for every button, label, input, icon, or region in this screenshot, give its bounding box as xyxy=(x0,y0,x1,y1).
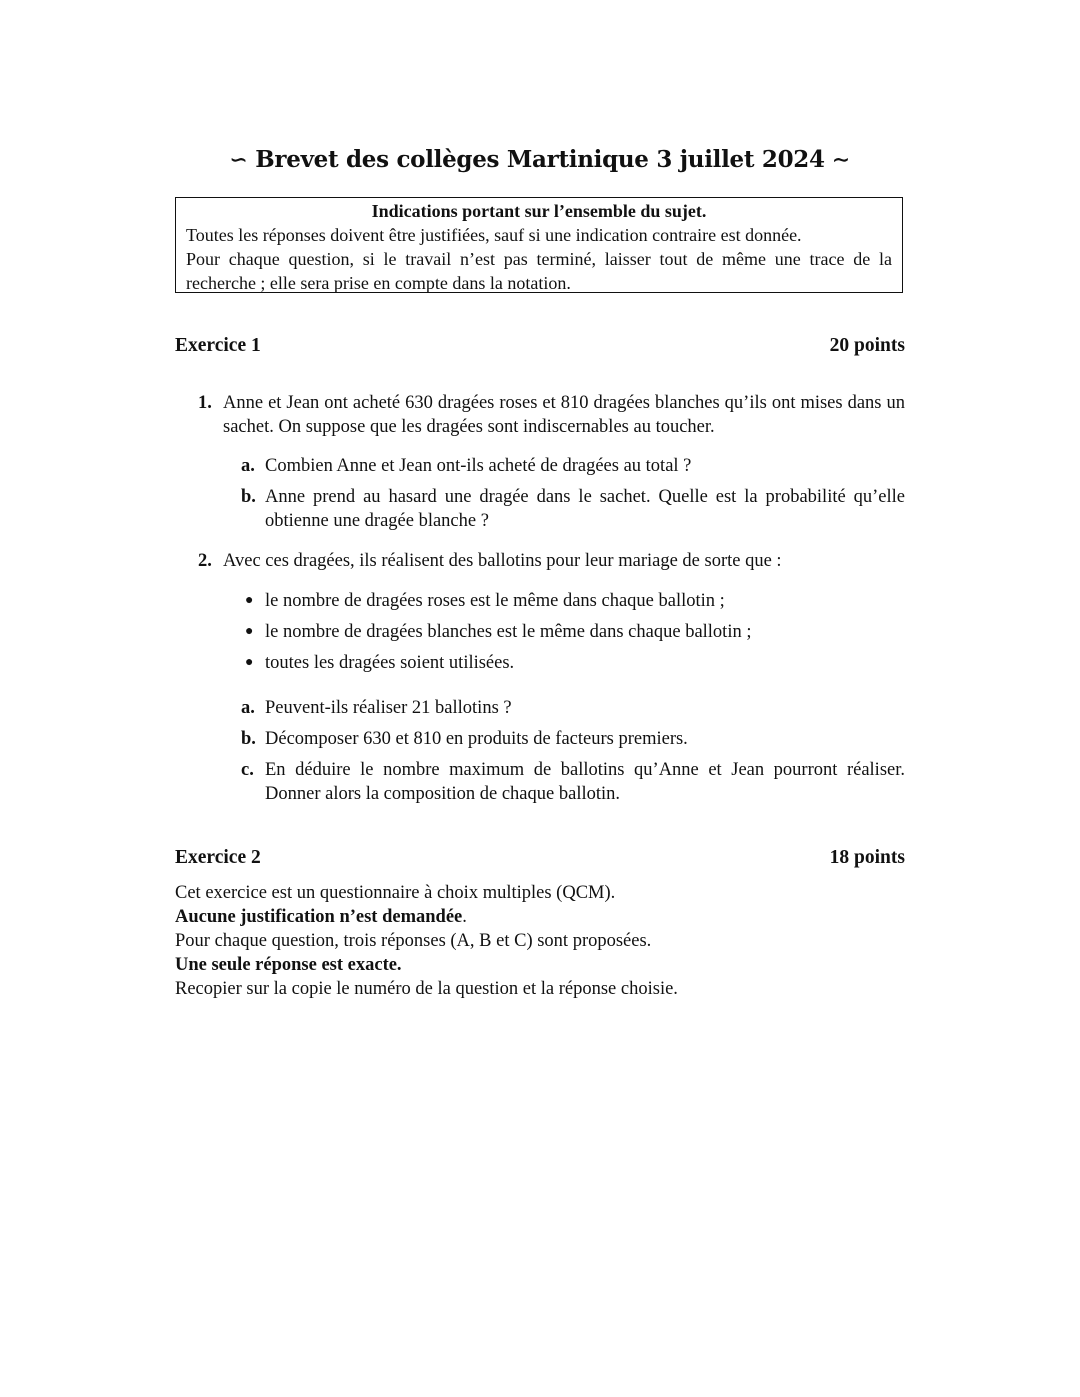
page-title xyxy=(175,146,905,173)
question-2-number: 2. xyxy=(198,551,212,571)
question-2a xyxy=(241,696,905,720)
question-2-text: Avec ces dragées, ils réalisent des ballotins pour leur mariage de sorte que : xyxy=(223,551,782,571)
question-2b-text: Décomposer 630 et 810 en produits de facteurs premiers. xyxy=(265,729,688,749)
question-1a xyxy=(241,454,905,478)
question-1-text: Anne et Jean ont acheté 630 dragées roses et 810 dragées blanches qu’ils ont mises dans un sachet. On suppose que les dragées sont indiscernables au toucher. xyxy=(223,393,905,437)
exercise-2-instruction: Recopier sur la copie le numéro de la question et la réponse choisie. xyxy=(175,979,678,999)
bullet-item-2 xyxy=(245,620,751,644)
exercise-2-title: Exercice 2 xyxy=(175,847,261,868)
indications-line-2: Pour chaque question, si le travail n’est pas terminé, laisser tout de même une trace de la recherche ; elle sera prise en compte dans la notation. xyxy=(186,249,892,293)
bullet-item-1 xyxy=(245,589,725,613)
indications-heading: Indications portant sur l’ensemble du sujet. xyxy=(371,201,707,221)
question-1a-text: Combien Anne et Jean ont-ils acheté de dragées au total ? xyxy=(265,456,692,476)
question-1a-label: a. xyxy=(241,456,255,476)
question-2a-text: Peuvent-ils réaliser 21 ballotins ? xyxy=(265,698,512,718)
question-1b xyxy=(241,485,905,533)
question-2b-label: b. xyxy=(241,729,256,749)
exercise-1-points: 20 points xyxy=(829,335,905,356)
no-justification-text: Aucune justification n’est demandée xyxy=(175,907,463,927)
ornament-left-icon: ∽ xyxy=(229,147,248,173)
bullet-text-1: le nombre de dragées roses est le même dans chaque ballotin ; xyxy=(265,591,725,611)
question-2 xyxy=(198,549,905,573)
exercise-2-header xyxy=(175,847,905,869)
indications-box xyxy=(175,197,903,293)
exercise-2-intro: Cet exercice est un questionnaire à choix multiples (QCM). xyxy=(175,883,616,903)
bullet-text-2: le nombre de dragées blanches est le même dans chaque ballotin ; xyxy=(265,622,752,642)
bullet-icon: ● xyxy=(245,593,254,608)
question-2b xyxy=(241,727,905,751)
ornament-right-icon: ∽ xyxy=(832,147,851,173)
question-2a-label: a. xyxy=(241,698,255,718)
bullet-icon: ● xyxy=(245,655,254,670)
bullet-item-3 xyxy=(245,651,514,675)
question-1 xyxy=(198,391,905,439)
question-2c xyxy=(241,758,905,806)
exercise-2-no-justification xyxy=(175,905,905,929)
no-justification-period: . xyxy=(462,907,467,927)
question-2c-label: c. xyxy=(241,760,254,780)
exercise-2-one-answer: Une seule réponse est exacte. xyxy=(175,955,402,975)
exercise-1-title: Exercice 1 xyxy=(175,335,261,356)
exercise-1-header xyxy=(175,335,905,357)
question-1b-text: Anne prend au hasard une dragée dans le sachet. Quelle est la probabilité qu’elle obtienne une dragée blanche ? xyxy=(265,487,905,531)
bullet-text-3: toutes les dragées soient utilisées. xyxy=(265,653,515,673)
exercise-2-points: 18 points xyxy=(829,847,905,868)
title-text: Brevet des collèges Martinique 3 juillet 2024 xyxy=(255,146,825,173)
bullet-icon: ● xyxy=(245,624,254,639)
indications-line-1: Toutes les réponses doivent être justifiées, sauf si une indication contraire est donnée. xyxy=(186,225,802,245)
exercise-2-choices-info: Pour chaque question, trois réponses (A, B et C) sont proposées. xyxy=(175,931,652,951)
question-1b-label: b. xyxy=(241,487,256,507)
question-2c-text: En déduire le nombre maximum de ballotins qu’Anne et Jean pourront réaliser. Donner alors la composition de chaque ballotin. xyxy=(265,760,905,804)
question-1-number: 1. xyxy=(198,393,212,413)
